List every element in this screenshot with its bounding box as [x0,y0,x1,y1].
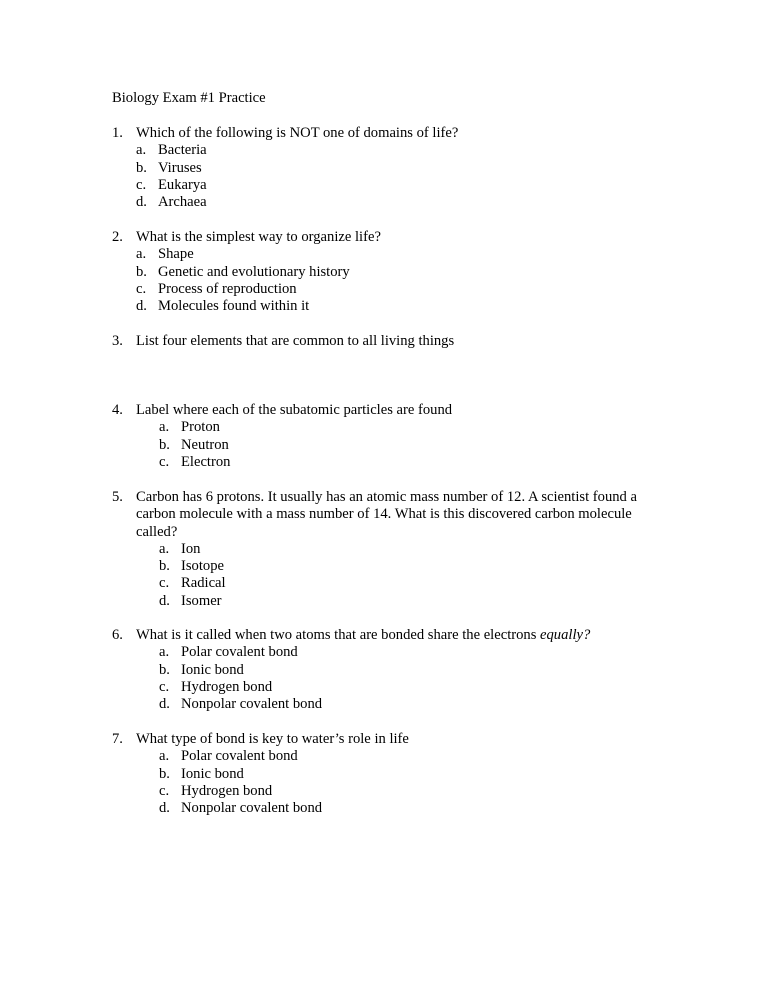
answer-option [112,194,672,211]
answer-options [112,419,672,471]
option-text: Molecules found within it [158,298,310,315]
answer-option [112,558,672,575]
question-text [112,333,672,350]
option-text: Ionic bond [181,765,244,782]
answer-option [112,264,672,281]
question-6 [112,627,672,713]
question-text [112,229,672,246]
option-letter: d. [159,592,170,609]
option-letter: c. [159,782,170,799]
question-text [112,402,672,419]
option-text: Archaea [158,194,207,211]
answer-option [112,246,672,263]
answer-option [112,160,672,177]
option-letter: a. [159,540,170,557]
answer-option [112,454,672,471]
question-7 [112,731,672,817]
option-text: Process of reproduction [158,280,297,297]
option-text: Isomer [181,592,222,609]
answer-option [112,696,672,713]
option-text: Viruses [158,159,202,176]
answer-option [112,177,672,194]
option-letter: b. [159,765,170,782]
question-text [112,627,672,644]
answer-option [112,644,672,661]
option-letter: d. [159,800,170,817]
question-text [112,731,672,748]
question-4 [112,402,672,471]
question-1 [112,125,672,211]
option-letter: a. [136,142,147,159]
option-letter: a. [136,246,147,263]
question-prompt: Carbon has 6 protons. It usually has an atomic mass number of 12. A scientist found a carbon molecule with a mass number of 14. What is this discovered carbon molecule called? [136,489,637,540]
answer-options [112,142,672,211]
question-emphasis: equally? [540,627,591,643]
answer-options [112,246,672,315]
option-text: Polar covalent bond [181,748,298,765]
question-number: 3. [112,333,123,349]
option-text: Isotope [181,558,224,575]
question-prompt: What is it called when two atoms that are bonded share the electrons [136,627,541,643]
answer-option [112,298,672,315]
question-prompt: What type of bond is key to water’s role in life [136,731,409,747]
answer-option [112,783,672,800]
option-text: Radical [181,575,226,592]
option-letter: a. [159,644,170,661]
option-letter: c. [159,678,170,695]
answer-option [112,142,672,159]
question-prompt: Label where each of the subatomic particles are found [136,402,453,418]
answer-options [112,748,672,817]
option-letter: b. [159,436,170,453]
question-number: 4. [112,402,123,418]
option-text: Proton [181,419,220,436]
question-prompt: Which of the following is NOT one of domains of life? [136,125,459,141]
option-text: Electron [181,453,231,470]
option-text: Ionic bond [181,661,244,678]
question-number: 7. [112,731,123,747]
option-text: Hydrogen bond [181,678,273,695]
answer-option [112,437,672,454]
answer-option [112,281,672,298]
option-letter: d. [136,194,147,211]
answer-option [112,679,672,696]
option-text: Neutron [181,436,229,453]
option-letter: b. [136,263,147,280]
option-letter: b. [159,558,170,575]
answer-option [112,800,672,817]
question-2 [112,229,672,315]
option-text: Genetic and evolutionary history [158,263,350,280]
question-3 [112,333,672,350]
option-text: Eukarya [158,176,207,193]
answer-option [112,748,672,765]
document-title: Biology Exam #1 Practice [112,90,266,106]
option-text: Nonpolar covalent bond [181,696,323,713]
answer-option [112,662,672,679]
option-text: Nonpolar covalent bond [181,800,323,817]
option-text: Hydrogen bond [181,782,273,799]
question-number: 2. [112,229,123,245]
answer-options [112,541,672,610]
option-letter: c. [136,280,147,297]
question-text [112,125,672,142]
question-text [112,489,672,541]
answer-option [112,593,672,610]
option-letter: d. [136,298,147,315]
option-text: Bacteria [158,142,207,159]
question-prompt: List four elements that are common to all living things [136,333,455,349]
option-letter: b. [159,661,170,678]
option-text: Shape [158,246,194,263]
question-5 [112,489,672,610]
option-text: Ion [181,540,201,557]
question-number: 1. [112,125,123,141]
answer-option [112,575,672,592]
option-letter: a. [159,419,170,436]
option-letter: a. [159,748,170,765]
question-prompt: What is the simplest way to organize life? [136,229,381,245]
option-letter: b. [136,159,147,176]
option-letter: d. [159,696,170,713]
answer-options [112,644,672,713]
answer-option [112,419,672,436]
question-number: 6. [112,627,123,643]
answer-option [112,541,672,558]
option-letter: c. [136,176,147,193]
answer-option [112,766,672,783]
option-text: Polar covalent bond [181,644,298,661]
option-letter: c. [159,575,170,592]
question-number: 5. [112,489,123,505]
option-letter: c. [159,453,170,470]
